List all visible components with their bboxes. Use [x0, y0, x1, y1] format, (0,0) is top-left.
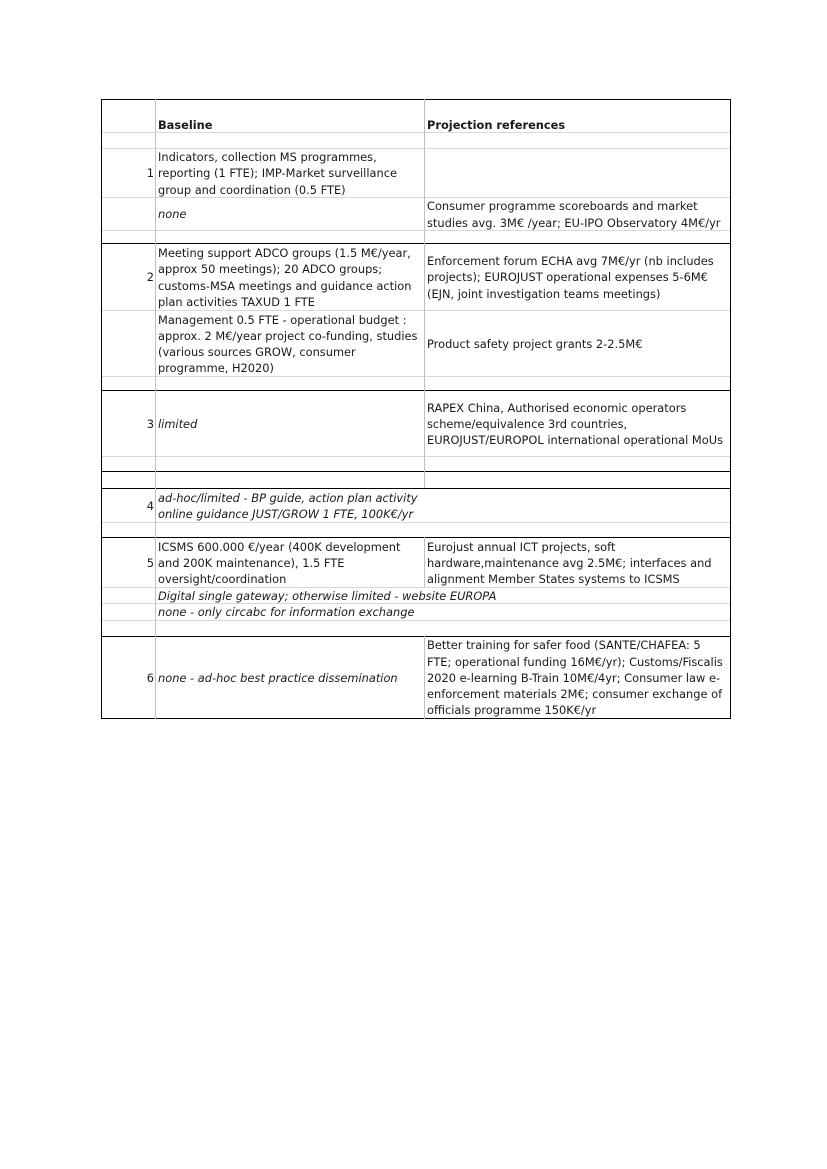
spacer-row	[101, 522, 731, 538]
spacer-row	[101, 620, 731, 637]
projection-cell	[424, 149, 731, 198]
table-row	[101, 310, 731, 377]
header-row	[101, 99, 731, 133]
table-row	[101, 636, 731, 719]
grid-line	[424, 636, 425, 719]
grid-line	[424, 537, 425, 587]
spacer-row	[101, 456, 731, 472]
table-row	[101, 390, 731, 457]
baseline-cell: none	[158, 207, 187, 222]
projection-cell: Enforcement forum ECHA avg 7M€/yr (nb includes projects); EUROJUST operational expenses 5-6M€ (EJN, joint investigation teams meetings)	[427, 254, 714, 301]
baseline-cell: limited	[158, 416, 198, 431]
baseline-cell: ad-hoc/limited - BP guide, action plan activity online guidance JUST/GROW 1 FTE, 100K€/yr	[158, 490, 418, 521]
row-number: 3	[146, 416, 154, 431]
spacer-row	[101, 230, 731, 244]
table-row	[101, 197, 731, 231]
baseline-cell: ICSMS 600.000 €/year (400K development and 200K maintenance), 1.5 FTE oversight/coordination	[158, 539, 401, 587]
grid-line	[424, 99, 425, 488]
grid-line	[101, 99, 102, 719]
spacer-row	[101, 132, 731, 149]
baseline-cell: Indicators, collection MS programmes, reporting (1 FTE); IMP-Market surveillance group and coordination (0.5 FTE)	[158, 150, 397, 197]
projection-cell: Consumer programme scoreboards and market studies avg. 3M€ /year; EU-IPO Observatory 4M€/yr	[427, 199, 721, 230]
row-number: 1	[146, 166, 154, 181]
projection-cell: Better training for safer food (SANTE/CHAFEA: 5 FTE; operational funding 16M€/yr); Customs/Fiscalis 2020 e-learning B-Train 10M€/4yr; Consumer law e-enforcement materials 2M€; consumer exchange of officials programme 150K€/yr	[427, 638, 723, 718]
table-row	[101, 243, 731, 311]
column-header-projection: Projection references	[427, 117, 566, 132]
projection-cell	[424, 489, 731, 523]
projection-cell: Product safety project grants 2-2.5M€	[427, 336, 643, 351]
projection-cell: Eurojust annual ICT projects, soft hardware,maintenance avg 2.5M€; interfaces and alignment Member States systems to ICSMS	[427, 539, 712, 587]
table-row	[101, 148, 731, 198]
baseline-cell: Digital single gateway; otherwise limited - website EUROPA	[158, 588, 497, 603]
table-bottom-border	[101, 718, 731, 719]
table-row	[101, 537, 731, 588]
table-row	[101, 488, 731, 523]
column-header-baseline: Baseline	[158, 117, 213, 132]
baseline-cell: none - only circabc for information exchange	[158, 605, 415, 620]
table-row	[101, 587, 731, 604]
baseline-cell: none - ad-hoc best practice dissemination	[158, 670, 398, 685]
baseline-cell: Meeting support ADCO groups (1.5 M€/year, approx 50 meetings); 20 ADCO groups; customs-MSA meetings and guidance action plan activities TAXUD 1 FTE	[158, 246, 412, 309]
row-number: 5	[146, 555, 154, 570]
grid-line	[155, 99, 156, 719]
row-number: 6	[146, 670, 154, 685]
row-number: 4	[146, 498, 154, 513]
row-number: 2	[146, 270, 154, 285]
baseline-cell: Management 0.5 FTE - operational budget : approx. 2 M€/year project co-funding, studies (various sources GROW, consumer programme, H2020)	[158, 312, 418, 376]
table-row	[101, 603, 731, 621]
projection-cell: RAPEX China, Authorised economic operators scheme/equivalence 3rd countries, EUROJUST/EUROPOL international operational MoUs	[427, 400, 724, 448]
spacer-row	[101, 471, 731, 489]
spacer-row	[101, 376, 731, 391]
grid-line	[730, 99, 731, 719]
